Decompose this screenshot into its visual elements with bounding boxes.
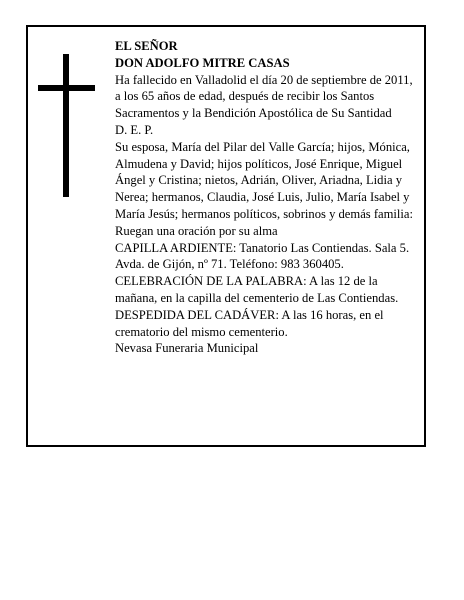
title-line-1: EL SEÑOR — [115, 39, 178, 53]
deceased-name: DON ADOLFO MITRE CASAS — [115, 55, 290, 70]
death-announcement: Ha fallecido en Valladolid el día 20 de septiembre de 2011, a los 65 años de edad, después de recibir los Santos Sacramentos y la Bendición Apostólica de Su Santidad — [115, 72, 413, 121]
prayer-request: Ruegan una oración por su alma — [115, 223, 278, 238]
cross-horizontal-bar — [38, 85, 95, 91]
family-list: Su esposa, María del Pilar del Valle García; hijos, Mónica, Almudena y David; hijos políticos, José Enrique, Miguel Ángel y Cristina; nietos, Adrián, Oliver, Ariadna, Lidia y Nerea; hermanos, Claudia, José Luis, Julio, María Isabel y María Jesús; hermanos políticos, sobrinos y demás familia: — [115, 139, 414, 221]
cross-vertical-bar — [63, 54, 69, 197]
despedida-cadaver: DESPEDIDA DEL CADÁVER: A las 16 horas, en el crematorio del mismo cementerio. — [115, 307, 384, 339]
obituary-text — [115, 38, 421, 357]
celebracion-palabra: CELEBRACIÓN DE LA PALABRA: A las 12 de la mañana, en la capilla del cementerio de Las Contiendas. — [115, 274, 399, 305]
capilla-ardiente: CAPILLA ARDIENTE: Tanatorio Las Contiendas. Sala 5. Avda. de Gijón, nº 71. Teléfono: 983 360405. — [115, 240, 410, 272]
dep-line: D. E. P. — [115, 122, 154, 137]
funeral-home: Nevasa Funeraria Municipal — [115, 341, 259, 356]
